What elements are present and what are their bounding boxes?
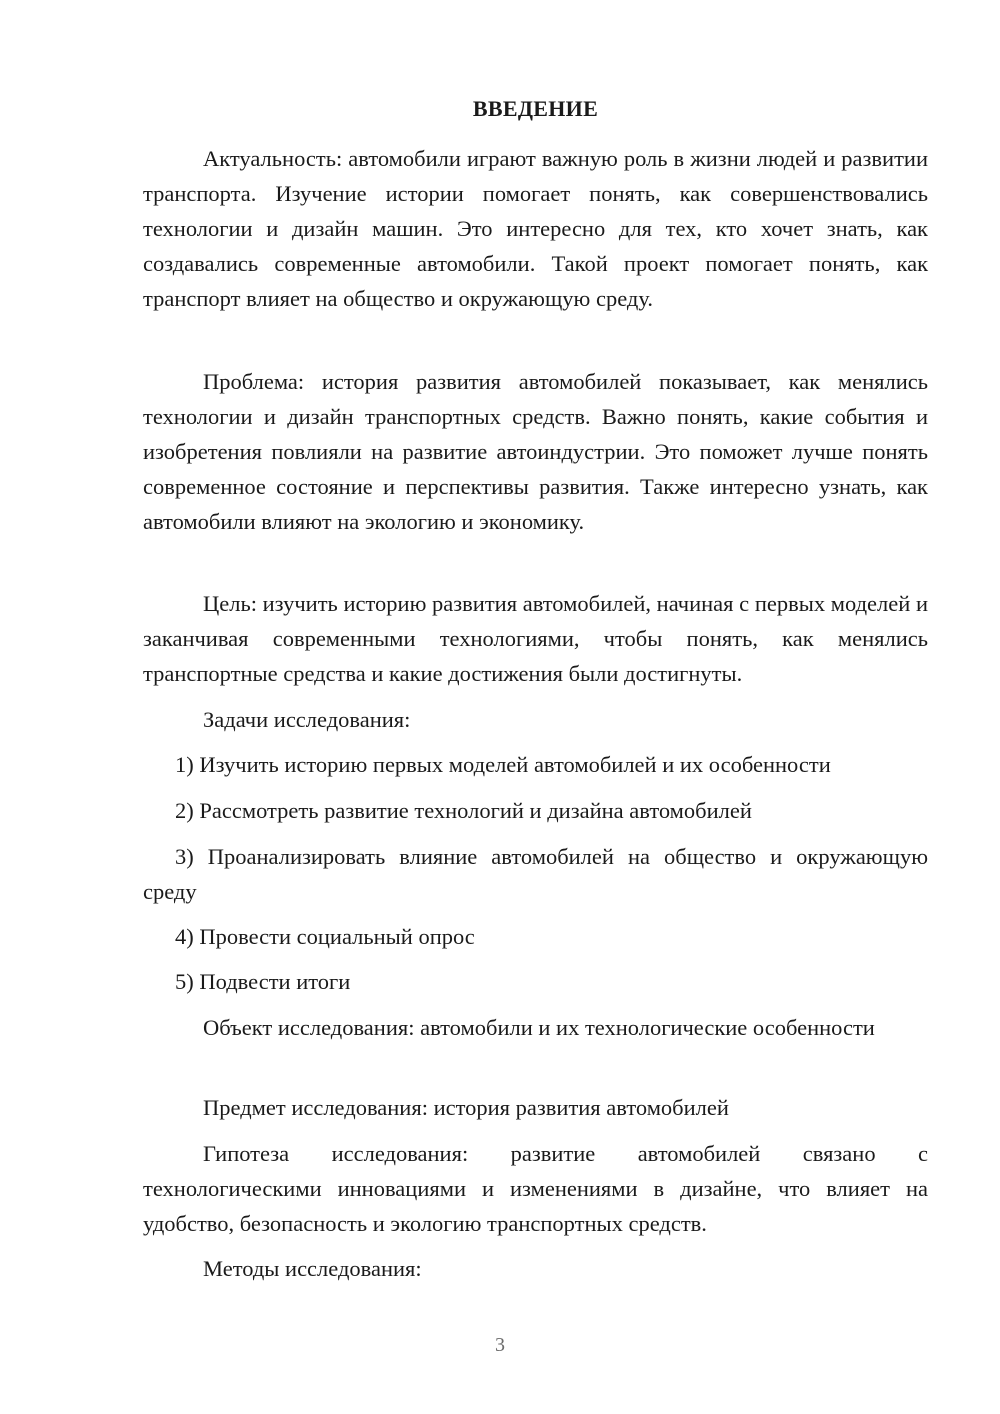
paragraph-subject: Предмет исследования: история развития автомобилей bbox=[203, 1095, 729, 1120]
list-item-task-1: 1) Изучить историю первых моделей автомобилей и их особенности bbox=[175, 752, 831, 777]
paragraph-problem: Проблема: история развития автомобилей показывает, как менялись технологии и дизайн транспортных средств. Важно понять, какие события и изобретения повлияли на развитие автоиндустрии. Это поможет лучше понять современное состояние и перспективы развития. Также интересно узнать, как автомобили влияют на экологию и экономику. bbox=[143, 369, 928, 534]
list-item-task-5: 5) Подвести итоги bbox=[175, 969, 351, 994]
section-title: ВВЕДЕНИЕ bbox=[472, 96, 599, 121]
paragraph-object: Объект исследования: автомобили и их технологические особенности bbox=[203, 1015, 875, 1040]
list-item-task-3: 3) Проанализировать влияние автомобилей на общество и окружающую среду bbox=[143, 844, 928, 904]
list-item-task-4: 4) Провести социальный опрос bbox=[175, 924, 475, 949]
paragraph-hypothesis: Гипотеза исследования: развитие автомобилей связано с технологическими инновациями и изменениями в дизайне, что влияет на удобство, безопасность и экологию транспортных средств. bbox=[143, 1141, 928, 1236]
list-item-task-2: 2) Рассмотреть развитие технологий и дизайна автомобилей bbox=[175, 798, 752, 823]
paragraph-goal: Цель: изучить историю развития автомобилей, начиная с первых моделей и заканчивая современными технологиями, чтобы понять, как менялись транспортные средства и какие достижения были достигнуты. bbox=[143, 591, 928, 686]
tasks-heading: Задачи исследования: bbox=[203, 707, 411, 732]
paragraph-methods: Методы исследования: bbox=[203, 1256, 422, 1281]
page-number: 3 bbox=[495, 1334, 505, 1356]
paragraph-relevance: Актуальность: автомобили играют важную роль в жизни людей и развитии транспорта. Изучение истории помогает понять, как совершенствовались технологии и дизайн машин. Это интересно для тех, кто хочет знать, как создавались современные автомобили. Такой проект помогает понять, как транспорт влияет на общество и окружающую среду. bbox=[143, 146, 928, 311]
